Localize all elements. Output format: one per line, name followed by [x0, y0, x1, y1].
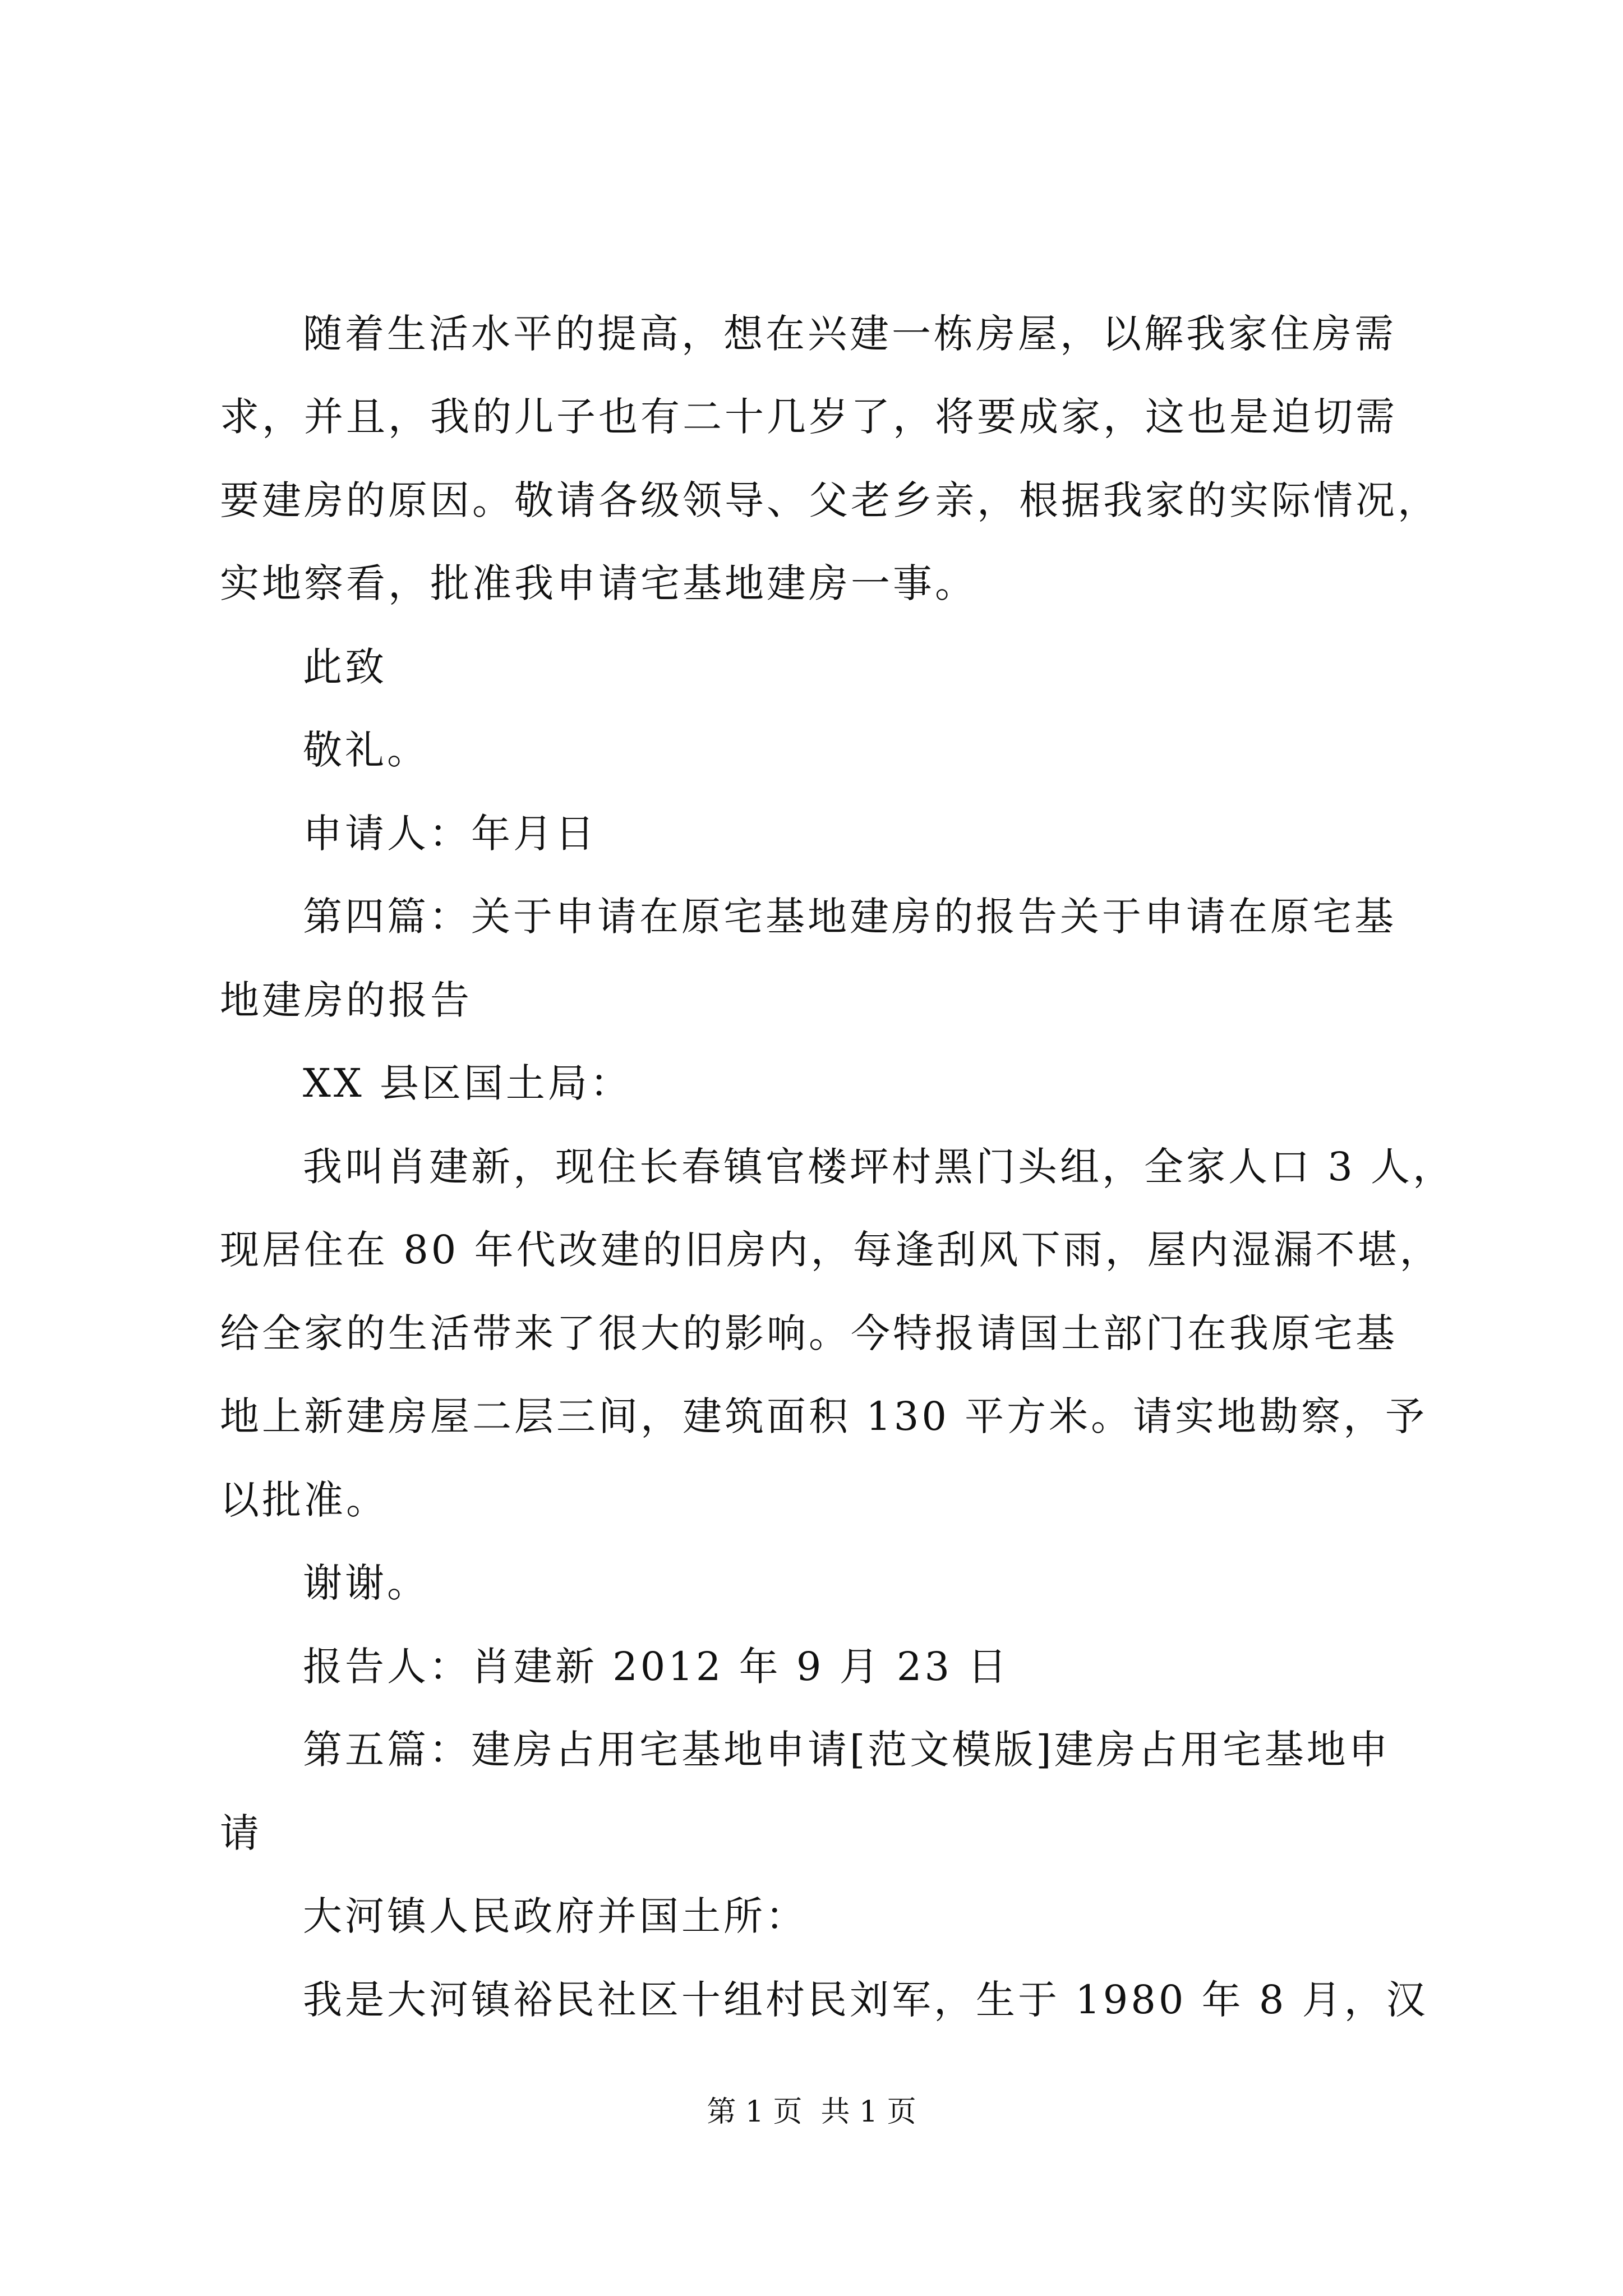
paragraph-line: 地上新建房屋二层三间，建筑面积 130 平方米。请实地勘察，予 — [220, 1393, 1428, 1439]
section-heading: 请 — [220, 1810, 262, 1856]
paragraph-line: 给全家的生活带来了很大的影响。今特报请国土部门在我原宅基 — [220, 1310, 1398, 1356]
closing-line: 谢谢。 — [303, 1560, 429, 1606]
page-footer: 第 1 页 共 1 页 — [707, 2095, 916, 2129]
paragraph-line: 随着生活水平的提高，想在兴建一栋房屋，以解我家住房需 — [303, 311, 1396, 357]
section-heading: 第四篇：关于申请在原宅基地建房的报告关于申请在原宅基 — [303, 894, 1396, 940]
signature-line: 报告人：肖建新 2012 年 9 月 23 日 — [303, 1644, 1010, 1690]
paragraph-line: 实地察看，批准我申请宅基地建房一事。 — [220, 560, 977, 606]
paragraph-line: 现居住在 80 年代改建的旧房内，每逢刮风下雨，屋内湿漏不堪， — [220, 1227, 1442, 1273]
paragraph-line: 求，并且，我的儿子也有二十几岁了，将要成家，这也是迫切需 — [220, 394, 1398, 440]
paragraph-line: 以批准。 — [220, 1477, 388, 1523]
closing-line: 敬礼。 — [303, 727, 429, 773]
section-heading: 第五篇：建房占用宅基地申请[范文模版]建房占用宅基地申 — [303, 1727, 1391, 1773]
signature-line: 申请人：年月日 — [303, 811, 597, 857]
paragraph-line: 要建房的原因。敬请各级领导、父老乡亲，根据我家的实际情况， — [220, 477, 1440, 523]
paragraph-line: 我叫肖建新，现住长春镇官楼坪村黑门头组，全家人口 3 人， — [303, 1144, 1455, 1190]
addressee-line: XX 县区国土局： — [303, 1060, 632, 1106]
section-heading: 地建房的报告 — [220, 977, 472, 1023]
closing-line: 此致 — [303, 644, 387, 690]
addressee-line: 大河镇人民政府并国土所： — [303, 1893, 808, 1939]
paragraph-line: 我是大河镇裕民社区十组村民刘军，生于 1980 年 8 月，汉 — [303, 1977, 1428, 2023]
